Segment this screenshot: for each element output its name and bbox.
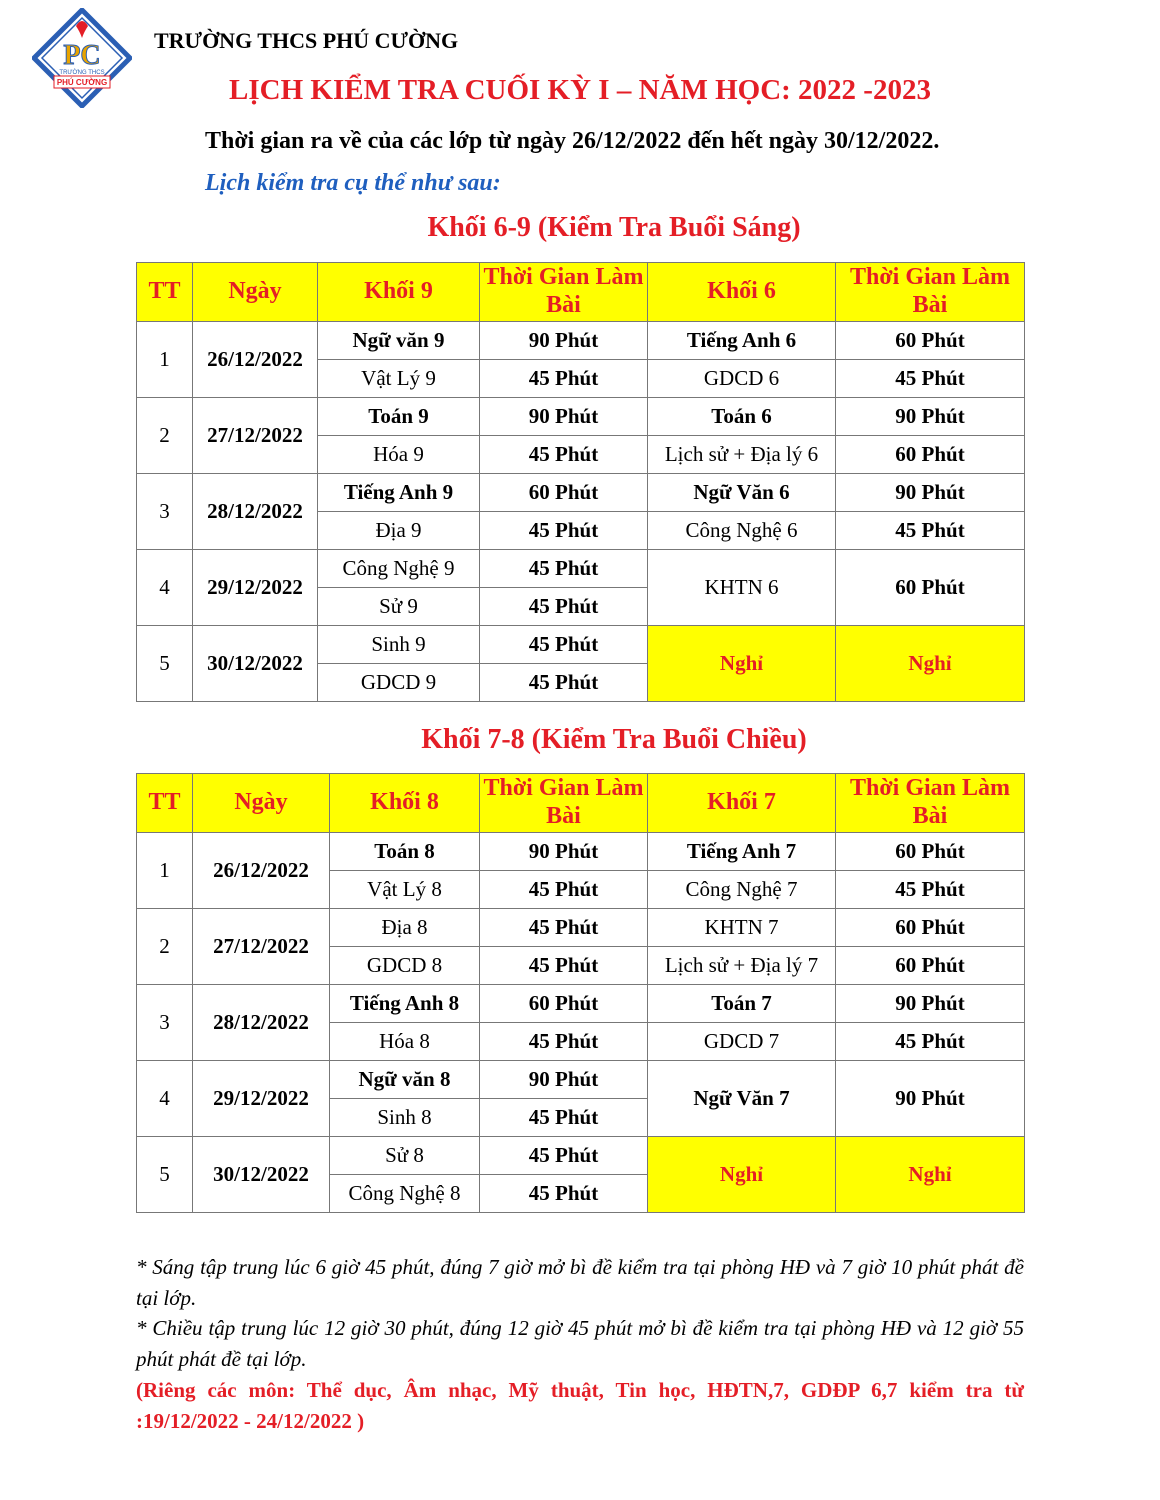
exam-date: 26/12/2022 — [193, 322, 318, 398]
duration: 45 Phút — [480, 871, 648, 909]
morning-note: * Sáng tập trung lúc 6 giờ 45 phút, đúng 7 giờ mở bì đề kiểm tra tại phòng HĐ và 7 giờ 10 phút phát đề tại lớp. — [136, 1255, 1024, 1310]
table-row — [137, 1137, 1025, 1175]
row-number: 3 — [137, 474, 193, 550]
morning-schedule-table — [136, 262, 1025, 702]
col-duration: Thời Gian Làm Bài — [836, 263, 1025, 322]
duration: 45 Phút — [480, 550, 648, 588]
row-number: 5 — [137, 1137, 193, 1213]
table-row — [137, 626, 1025, 664]
subject: Địa 8 — [330, 909, 480, 947]
col-grade-8: Khối 8 — [330, 774, 480, 833]
table-row — [137, 550, 1025, 588]
duration: 60 Phút — [836, 436, 1025, 474]
subject: Hóa 9 — [318, 436, 480, 474]
exam-date: 29/12/2022 — [193, 550, 318, 626]
duration: 60 Phút — [836, 833, 1025, 871]
subject: Ngữ Văn 6 — [648, 474, 836, 512]
subject: GDCD 8 — [330, 947, 480, 985]
subject: GDCD 9 — [318, 664, 480, 702]
duration: 90 Phút — [480, 322, 648, 360]
page-title: LỊCH KIỂM TRA CUỐI KỲ I – NĂM HỌC: 2022 -2023 — [229, 74, 931, 106]
subject: GDCD 6 — [648, 360, 836, 398]
afternoon-heading: Khối 7-8 (Kiểm Tra Buổi Chiều) — [421, 724, 807, 755]
duration: 60 Phút — [480, 985, 648, 1023]
duration: 45 Phút — [836, 871, 1025, 909]
subject: Sinh 8 — [330, 1099, 480, 1137]
day-off-cell: Nghỉ — [836, 626, 1025, 702]
morning-heading: Khối 6-9 (Kiểm Tra Buổi Sáng) — [427, 212, 801, 243]
exam-date: 29/12/2022 — [193, 1061, 330, 1137]
subject: Lịch sử + Địa lý 6 — [648, 436, 836, 474]
svg-text:TRƯỜNG THCS: TRƯỜNG THCS — [59, 70, 105, 76]
duration: 90 Phút — [836, 474, 1025, 512]
row-number: 4 — [137, 550, 193, 626]
subject: Sử 8 — [330, 1137, 480, 1175]
table-row — [137, 909, 1025, 947]
subject: Ngữ Văn 7 — [648, 1061, 836, 1137]
subject: Ngữ văn 9 — [318, 322, 480, 360]
duration: 90 Phút — [836, 398, 1025, 436]
subject: Sử 9 — [318, 588, 480, 626]
col-tt: TT — [137, 263, 193, 322]
exam-date: 30/12/2022 — [193, 626, 318, 702]
subject: Sinh 9 — [318, 626, 480, 664]
exam-date: 28/12/2022 — [193, 474, 318, 550]
table-row — [137, 985, 1025, 1023]
duration: 45 Phút — [480, 947, 648, 985]
special-subjects-note: (Riêng các môn: Thể dục, Âm nhạc, Mỹ thuật, Tin học, HĐTN,7, GDĐP 6,7 kiểm tra từ :19/12/2022 - 24/12/2022 ) — [136, 1378, 1024, 1433]
col-duration: Thời Gian Làm Bài — [836, 774, 1025, 833]
col-date: Ngày — [193, 774, 330, 833]
table-header-row — [137, 774, 1025, 833]
table-header-row — [137, 263, 1025, 322]
duration: 60 Phút — [836, 909, 1025, 947]
school-name: TRƯỜNG THCS PHÚ CƯỜNG — [154, 28, 459, 53]
duration: 60 Phút — [480, 474, 648, 512]
col-tt: TT — [137, 774, 193, 833]
duration: 45 Phút — [480, 512, 648, 550]
col-duration: Thời Gian Làm Bài — [480, 774, 648, 833]
row-number: 2 — [137, 909, 193, 985]
duration: 45 Phút — [480, 1175, 648, 1213]
table-row — [137, 322, 1025, 360]
duration: 45 Phút — [480, 1023, 648, 1061]
duration: 90 Phút — [480, 398, 648, 436]
row-number: 3 — [137, 985, 193, 1061]
subject: Toán 6 — [648, 398, 836, 436]
duration: 90 Phút — [836, 1061, 1025, 1137]
duration: 45 Phút — [836, 360, 1025, 398]
subject: KHTN 7 — [648, 909, 836, 947]
col-grade-6: Khối 6 — [648, 263, 836, 322]
subject: Tiếng Anh 7 — [648, 833, 836, 871]
exam-date: 27/12/2022 — [193, 909, 330, 985]
subject: Vật Lý 9 — [318, 360, 480, 398]
svg-text:PHÚ CƯỜNG: PHÚ CƯỜNG — [56, 78, 108, 87]
exam-date: 26/12/2022 — [193, 833, 330, 909]
row-number: 1 — [137, 833, 193, 909]
duration: 45 Phút — [480, 909, 648, 947]
subject: Toán 7 — [648, 985, 836, 1023]
afternoon-note: * Chiều tập trung lúc 12 giờ 30 phút, đúng 12 giờ 45 phút mở bì đề kiểm tra tại phòng HĐ và 12 giờ 55 phút phát đề tại lớp. — [136, 1316, 1024, 1371]
duration: 45 Phút — [836, 512, 1025, 550]
exam-date: 28/12/2022 — [193, 985, 330, 1061]
duration: 45 Phút — [836, 1023, 1025, 1061]
duration: 90 Phút — [836, 985, 1025, 1023]
duration: 60 Phút — [836, 322, 1025, 360]
col-duration: Thời Gian Làm Bài — [480, 263, 648, 322]
duration: 90 Phút — [480, 1061, 648, 1099]
duration: 45 Phút — [480, 360, 648, 398]
subject: Tiếng Anh 6 — [648, 322, 836, 360]
subject: Lịch sử + Địa lý 7 — [648, 947, 836, 985]
row-number: 4 — [137, 1061, 193, 1137]
exam-date: 30/12/2022 — [193, 1137, 330, 1213]
col-grade-9: Khối 9 — [318, 263, 480, 322]
table-row — [137, 833, 1025, 871]
intro-text: Lịch kiểm tra cụ thể như sau: — [205, 170, 501, 196]
subject: Công Nghệ 9 — [318, 550, 480, 588]
subject: Toán 8 — [330, 833, 480, 871]
table-row — [137, 398, 1025, 436]
subject: KHTN 6 — [648, 550, 836, 626]
svg-text:PC: PC — [63, 40, 101, 71]
duration: 60 Phút — [836, 947, 1025, 985]
duration: 45 Phút — [480, 1137, 648, 1175]
afternoon-schedule-table — [136, 773, 1025, 1213]
row-number: 2 — [137, 398, 193, 474]
exam-date: 27/12/2022 — [193, 398, 318, 474]
col-date: Ngày — [193, 263, 318, 322]
subject: Vật Lý 8 — [330, 871, 480, 909]
col-grade-7: Khối 7 — [648, 774, 836, 833]
day-off-cell: Nghỉ — [648, 1137, 836, 1213]
period-text: Thời gian ra về của các lớp từ ngày 26/12/2022 đến hết ngày 30/12/2022. — [205, 128, 940, 154]
subject: Hóa 8 — [330, 1023, 480, 1061]
day-off-cell: Nghỉ — [648, 626, 836, 702]
subject: Công Nghệ 7 — [648, 871, 836, 909]
table-row — [137, 1061, 1025, 1099]
duration: 45 Phút — [480, 436, 648, 474]
subject: Ngữ văn 8 — [330, 1061, 480, 1099]
duration: 45 Phút — [480, 1099, 648, 1137]
subject: Công Nghệ 8 — [330, 1175, 480, 1213]
duration: 45 Phút — [480, 664, 648, 702]
row-number: 5 — [137, 626, 193, 702]
subject: Tiếng Anh 9 — [318, 474, 480, 512]
subject: Công Nghệ 6 — [648, 512, 836, 550]
table-row — [137, 474, 1025, 512]
row-number: 1 — [137, 322, 193, 398]
subject: Toán 9 — [318, 398, 480, 436]
duration: 45 Phút — [480, 626, 648, 664]
duration: 45 Phút — [480, 588, 648, 626]
subject: Địa 9 — [318, 512, 480, 550]
duration: 90 Phút — [480, 833, 648, 871]
day-off-cell: Nghỉ — [836, 1137, 1025, 1213]
duration: 60 Phút — [836, 550, 1025, 626]
subject: GDCD 7 — [648, 1023, 836, 1061]
subject: Tiếng Anh 8 — [330, 985, 480, 1023]
